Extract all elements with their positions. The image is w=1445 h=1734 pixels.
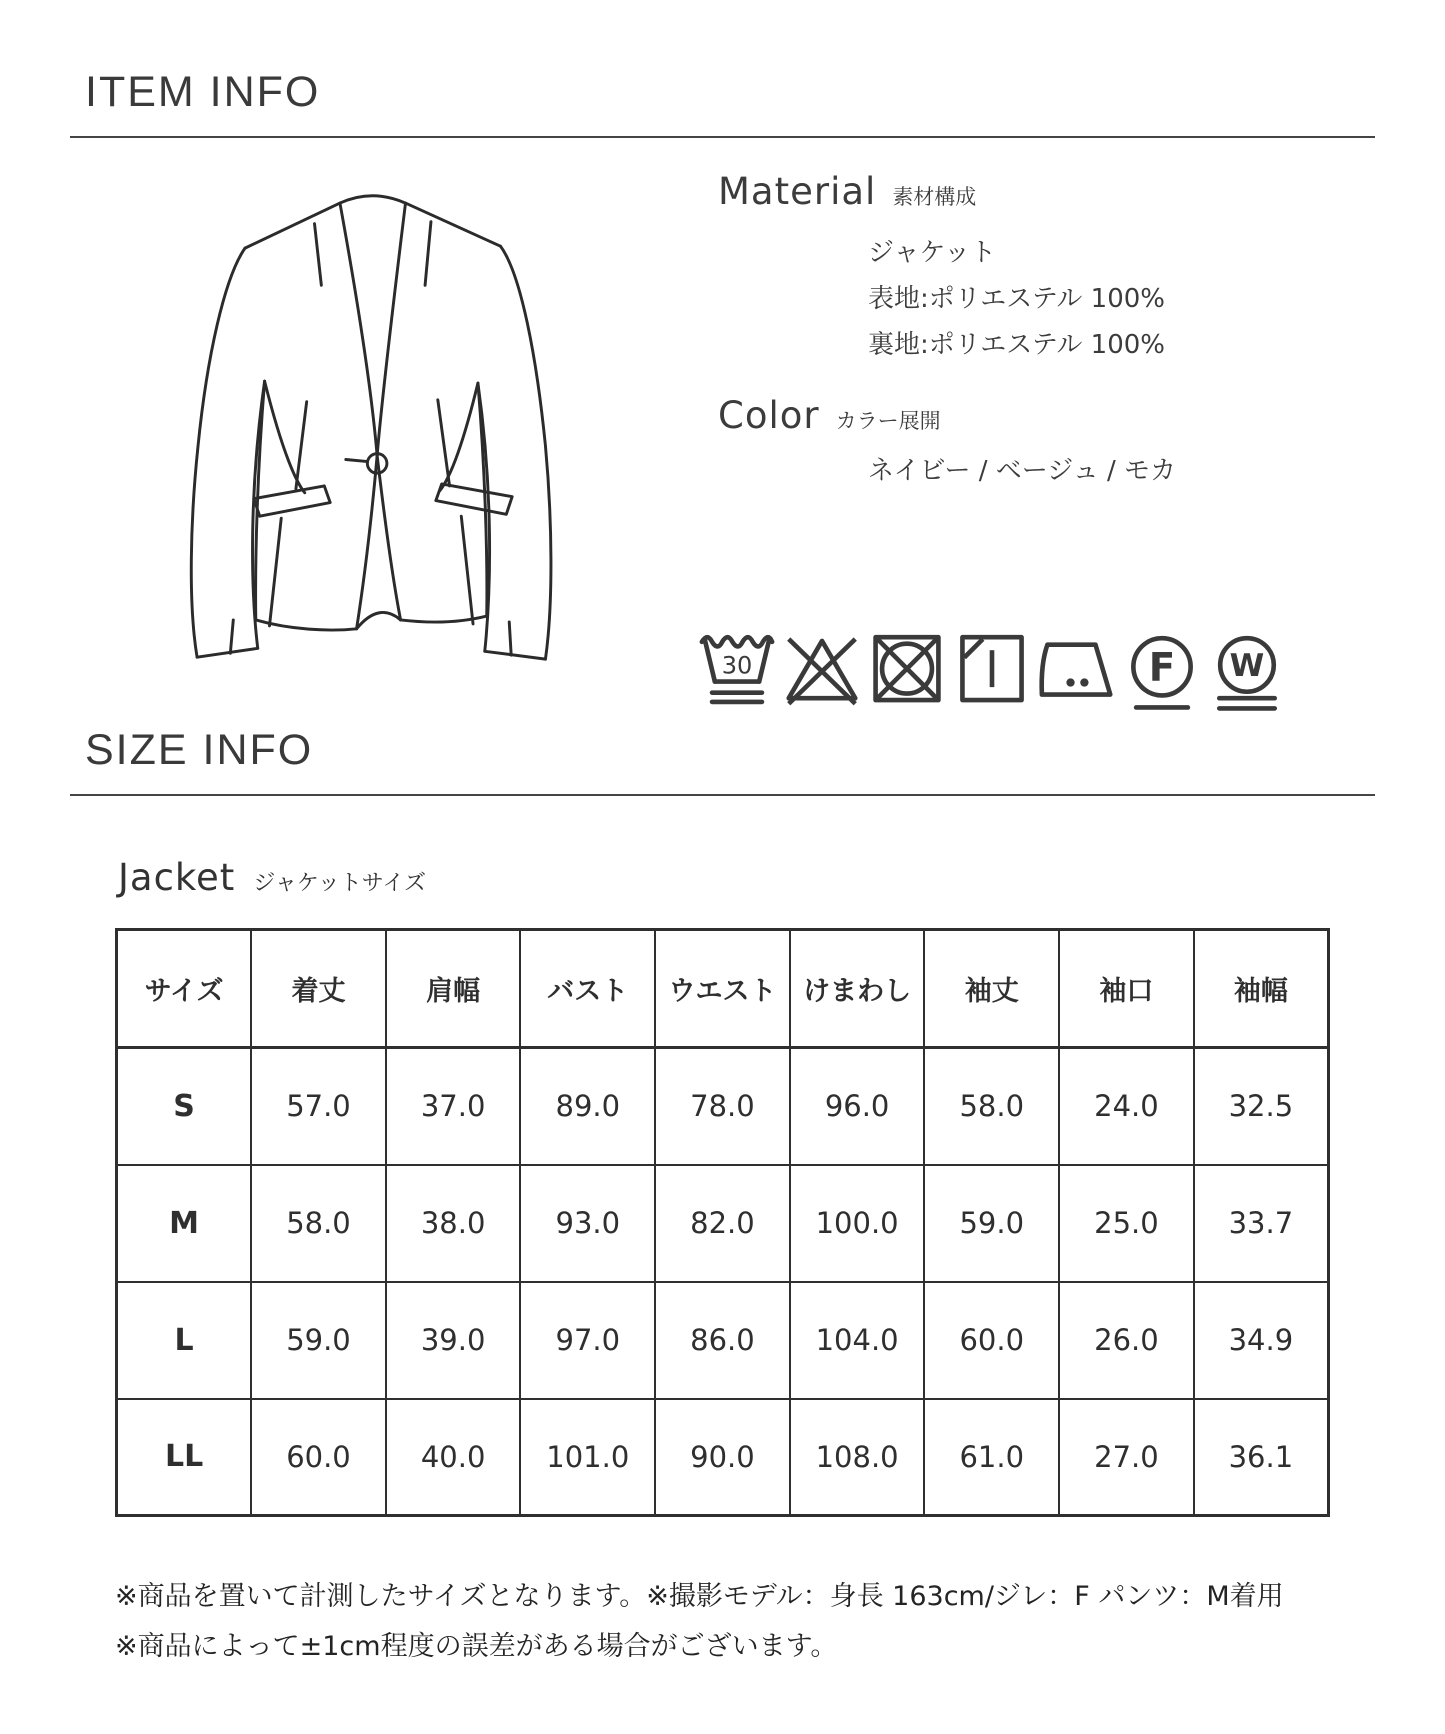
column-header: 肩幅 xyxy=(386,930,521,1048)
size-info-divider xyxy=(70,794,1375,796)
value-cell: 100.0 xyxy=(790,1165,925,1282)
value-cell: 108.0 xyxy=(790,1399,925,1516)
jacket-size-title xyxy=(118,856,426,899)
column-header: バスト xyxy=(520,930,655,1048)
dry-clean-letter-text: F xyxy=(1148,645,1176,691)
wash-temperature-text: 30 xyxy=(721,651,753,680)
column-header: 袖幅 xyxy=(1194,930,1329,1048)
table-row-m xyxy=(117,1165,1329,1282)
color-label: Color xyxy=(718,394,820,437)
value-cell: 37.0 xyxy=(386,1048,521,1165)
value-cell: 93.0 xyxy=(520,1165,655,1282)
column-header: サイズ xyxy=(117,930,252,1048)
iron-medium-icon xyxy=(1038,628,1116,713)
material-lines xyxy=(868,230,1165,368)
material-section-header xyxy=(718,170,976,213)
color-section-header xyxy=(718,394,941,437)
do-not-tumble-dry-icon xyxy=(868,628,946,713)
wet-clean-letter-text: W xyxy=(1229,648,1265,685)
value-cell: 89.0 xyxy=(520,1048,655,1165)
value-cell: 27.0 xyxy=(1059,1399,1194,1516)
material-line: ジャケット xyxy=(868,238,997,268)
jacket-line-drawing xyxy=(148,162,618,714)
table-row-l xyxy=(117,1282,1329,1399)
value-cell: 90.0 xyxy=(655,1399,790,1516)
value-cell: 25.0 xyxy=(1059,1165,1194,1282)
value-cell: 24.0 xyxy=(1059,1048,1194,1165)
value-cell: 36.1 xyxy=(1194,1399,1329,1516)
line-dry-in-shade-icon xyxy=(953,628,1031,713)
value-cell: 58.0 xyxy=(251,1165,386,1282)
value-cell: 40.0 xyxy=(386,1399,521,1516)
value-cell: 39.0 xyxy=(386,1282,521,1399)
material-line: 表地:ポリエステル 100% xyxy=(868,284,1166,314)
column-header: 袖口 xyxy=(1059,930,1194,1048)
size-table xyxy=(115,928,1330,1517)
value-cell: 60.0 xyxy=(251,1399,386,1516)
value-cell: 26.0 xyxy=(1059,1282,1194,1399)
column-header: 着丈 xyxy=(251,930,386,1048)
value-cell: 58.0 xyxy=(924,1048,1059,1165)
value-cell: 104.0 xyxy=(790,1282,925,1399)
note-line: ※商品を置いて計測したサイズとなります。※撮影モデル：身長 163cm/ジレ：F パンツ：M着用 xyxy=(115,1581,1284,1612)
jacket-size-sublabel: ジャケットサイズ xyxy=(253,871,427,896)
value-cell: 101.0 xyxy=(520,1399,655,1516)
item-info-divider xyxy=(70,136,1375,138)
do-not-bleach-icon xyxy=(783,628,861,713)
size-table-header-row xyxy=(117,930,1329,1048)
care-symbols-row xyxy=(698,628,1286,713)
value-cell: 78.0 xyxy=(655,1048,790,1165)
value-cell: 97.0 xyxy=(520,1282,655,1399)
machine-wash-30-icon xyxy=(698,628,776,713)
column-header: けまわし xyxy=(790,930,925,1048)
size-cell: LL xyxy=(117,1399,252,1516)
size-cell: M xyxy=(117,1165,252,1282)
value-cell: 61.0 xyxy=(924,1399,1059,1516)
value-cell: 60.0 xyxy=(924,1282,1059,1399)
size-cell: S xyxy=(117,1048,252,1165)
size-cell: L xyxy=(117,1282,252,1399)
value-cell: 34.9 xyxy=(1194,1282,1329,1399)
material-sublabel: 素材構成 xyxy=(892,185,977,209)
value-cell: 32.5 xyxy=(1194,1048,1329,1165)
value-cell: 33.7 xyxy=(1194,1165,1329,1282)
table-row-s xyxy=(117,1048,1329,1165)
dry-clean-f-icon xyxy=(1123,628,1201,713)
value-cell: 82.0 xyxy=(655,1165,790,1282)
value-cell: 57.0 xyxy=(251,1048,386,1165)
item-info-heading: ITEM INFO xyxy=(85,68,321,116)
size-notes xyxy=(115,1572,1284,1672)
color-sublabel: カラー展開 xyxy=(835,409,941,433)
value-cell: 96.0 xyxy=(790,1048,925,1165)
jacket-size-label: Jacket xyxy=(118,856,236,899)
size-info-heading: SIZE INFO xyxy=(85,726,314,774)
column-header: ウエスト xyxy=(655,930,790,1048)
column-header: 袖丈 xyxy=(924,930,1059,1048)
value-cell: 59.0 xyxy=(924,1165,1059,1282)
value-cell: 86.0 xyxy=(655,1282,790,1399)
note-line: ※商品によって±1cm程度の誤差がある場合がございます。 xyxy=(115,1631,838,1662)
value-cell: 38.0 xyxy=(386,1165,521,1282)
material-label: Material xyxy=(718,170,877,213)
material-line: 裏地:ポリエステル 100% xyxy=(868,330,1166,360)
value-cell: 59.0 xyxy=(251,1282,386,1399)
color-value: ネイビー / ベージュ / モカ xyxy=(868,456,1176,486)
table-row-ll xyxy=(117,1399,1329,1516)
wet-clean-w-icon xyxy=(1208,628,1286,713)
